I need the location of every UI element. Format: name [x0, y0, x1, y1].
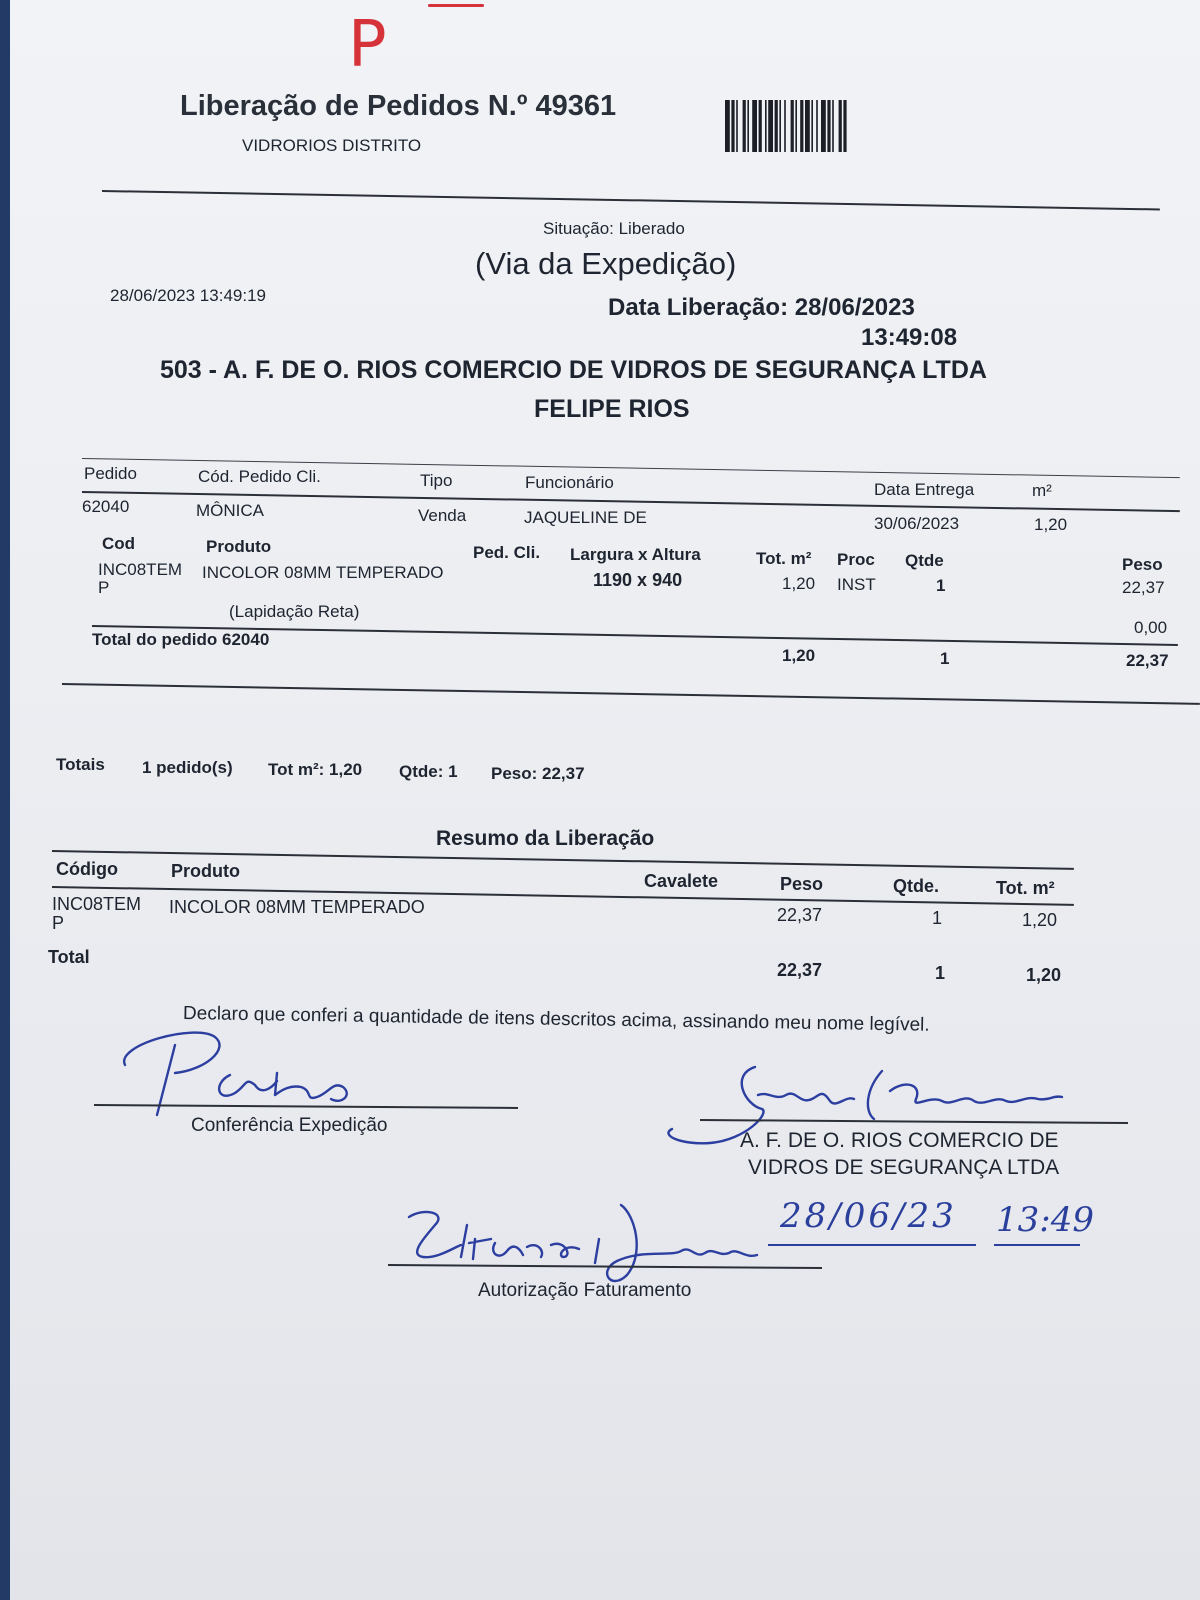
- item-cod-line1: INC08TEM: [98, 560, 183, 579]
- item-col-ped-cli: Ped. Cli.: [473, 543, 541, 562]
- order-total-qtde: 1: [940, 649, 950, 668]
- summary-title: Resumo da Liberação: [436, 827, 655, 850]
- company-sign-line2: VIDROS DE SEGURANÇA LTDA: [748, 1156, 1060, 1179]
- col-pedido: Pedido: [84, 464, 137, 483]
- document-page: [10, 0, 1200, 1600]
- order-cod-pedido-cli: MÔNICA: [196, 501, 264, 520]
- item-col-produto: Produto: [206, 537, 272, 556]
- handwritten-time-underline: [994, 1244, 1080, 1246]
- summary-total-qtde: 1: [935, 963, 946, 983]
- totals-qtde: Qtde: 1: [399, 762, 458, 781]
- col-m2: m²: [1032, 481, 1052, 500]
- autorizacao-label: Autorização Faturamento: [478, 1280, 692, 1301]
- release-time: 13:49:08: [861, 324, 958, 351]
- item-col-cod: Cod: [102, 534, 136, 553]
- document-title: Liberação de Pedidos N.º 49361: [180, 90, 617, 122]
- summary-col-peso: Peso: [780, 874, 824, 894]
- summary-total-peso: 22,37: [777, 960, 823, 980]
- totals-tot-m2: Tot m²: 1,20: [268, 760, 363, 779]
- handwritten-stroke: [428, 4, 484, 7]
- order-funcionario: JAQUELINE DE: [524, 508, 647, 527]
- handwritten-date: 28/06/23: [780, 1196, 957, 1236]
- col-funcionario: Funcionário: [525, 473, 614, 492]
- item-proc: INST: [837, 575, 876, 594]
- order-tipo: Venda: [418, 506, 467, 525]
- handwritten-time: 13:49: [996, 1200, 1094, 1240]
- order-pedido: 62040: [82, 497, 130, 516]
- summary-tot-m2: 1,20: [1022, 910, 1058, 930]
- customer-name: 503 - A. F. DE O. RIOS COMERCIO DE VIDROS DE SEGURANÇA LTDA: [160, 356, 987, 384]
- item-col-dims: Largura x Altura: [570, 545, 701, 564]
- summary-total-tot-m2: 1,20: [1026, 965, 1062, 985]
- order-bottom-rule: [62, 683, 1200, 705]
- item-produto: INCOLOR 08MM TEMPERADO: [202, 563, 444, 582]
- signature-autorizacao: [395, 1195, 765, 1290]
- situation-text: Situação: Liberado: [543, 219, 685, 238]
- totals-label: Totais: [56, 755, 105, 774]
- via-title: (Via da Expedição): [475, 246, 737, 281]
- order-total-peso: 22,37: [1126, 651, 1169, 670]
- item-peso: 22,37: [1122, 578, 1165, 597]
- summary-peso: 22,37: [777, 905, 823, 925]
- summary-produto: INCOLOR 08MM TEMPERADO: [169, 897, 425, 917]
- item-cod-line2: P: [98, 578, 110, 597]
- summary-qtde: 1: [932, 908, 943, 928]
- summary-cod-line2: P: [52, 913, 65, 933]
- summary-col-produto: Produto: [171, 861, 240, 881]
- barcode: [725, 100, 910, 152]
- totals-pedidos: 1 pedido(s): [142, 758, 233, 777]
- company-name: VIDRORIOS DISTRITO: [242, 136, 422, 155]
- summary-col-cavalete: Cavalete: [644, 871, 719, 891]
- col-data-entrega: Data Entrega: [874, 480, 975, 499]
- summary-col-qtde: Qtde.: [893, 876, 940, 896]
- totals-peso: Peso: 22,37: [491, 764, 585, 783]
- order-total-m2: 1,20: [782, 646, 816, 665]
- header-divider: [102, 190, 1160, 210]
- order-data-entrega: 30/06/2023: [874, 514, 960, 533]
- signature-conferencia: [105, 1015, 375, 1125]
- declaration-text: Declaro que conferi a quantidade de itens descritos acima, assinando meu nome legível.: [182, 1003, 930, 1036]
- item-col-proc: Proc: [837, 550, 875, 569]
- item-qtde: 1: [936, 576, 946, 595]
- col-cod-pedido-cli: Cód. Pedido Cli.: [198, 467, 321, 486]
- contact-name: FELIPE RIOS: [534, 395, 690, 423]
- handwritten-date-underline: [768, 1244, 976, 1246]
- summary-col-codigo: Código: [56, 859, 118, 879]
- item-col-peso: Peso: [1122, 555, 1163, 574]
- handwritten-mark: P: [348, 8, 387, 82]
- item-extra-peso: 0,00: [1134, 618, 1168, 637]
- item-col-tot-m2: Tot. m²: [756, 549, 812, 568]
- summary-col-tot-m2: Tot. m²: [996, 878, 1055, 898]
- col-tipo: Tipo: [420, 471, 453, 490]
- summary-total-label: Total: [48, 947, 90, 967]
- order-total-label: Total do pedido 62040: [92, 630, 270, 649]
- item-dims: 1190 x 940: [593, 570, 683, 590]
- print-datetime: 28/06/2023 13:49:19: [110, 286, 266, 305]
- item-col-qtde: Qtde: [905, 551, 944, 570]
- conferencia-label: Conferência Expedição: [191, 1115, 388, 1136]
- summary-cod-line1: INC08TEM: [52, 894, 142, 914]
- item-finish: (Lapidação Reta): [229, 602, 360, 621]
- order-m2: 1,20: [1034, 515, 1068, 534]
- release-date: Data Liberação: 28/06/2023: [608, 294, 915, 321]
- item-tot-m2: 1,20: [782, 574, 816, 593]
- company-sign-line1: A. F. DE O. RIOS COMERCIO DE: [740, 1129, 1059, 1152]
